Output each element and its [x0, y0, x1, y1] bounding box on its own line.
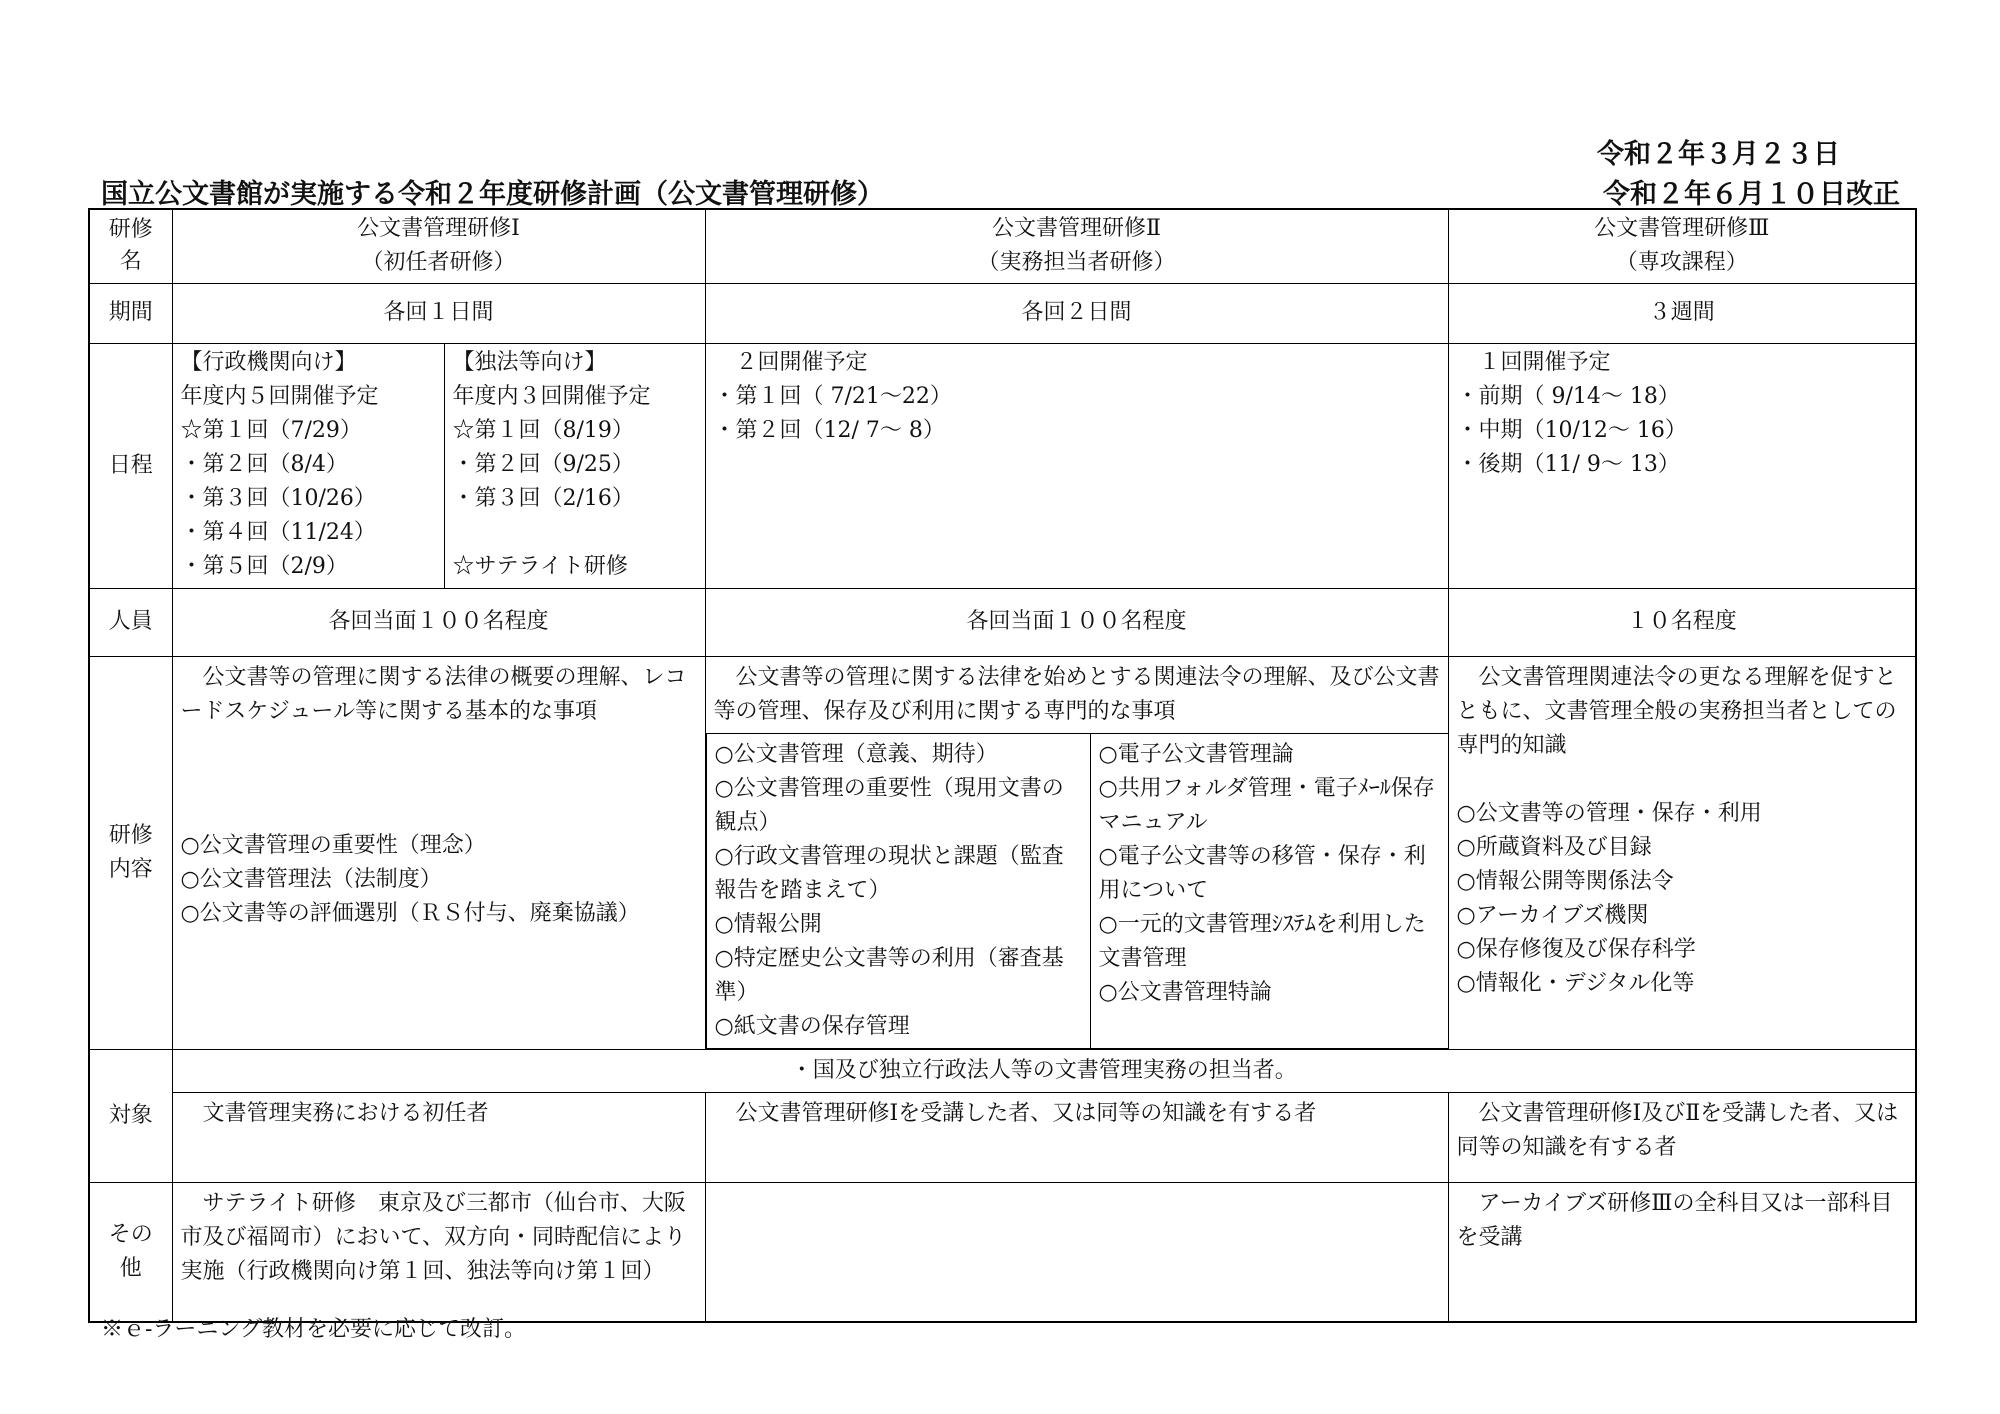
row-label-target: 対象 — [89, 1049, 172, 1182]
content-item: ○所蔵資料及び目録 — [1456, 834, 1652, 860]
course-3-period: ３週間 — [1448, 283, 1916, 343]
row-label-persons: 人員 — [89, 588, 172, 656]
row-course-name — [89, 209, 1916, 283]
course-1-header: 公文書管理研修Ⅰ （初任者研修） — [172, 209, 705, 283]
course-2-content — [705, 656, 1448, 1049]
schedule-line: ・第２回（8/4） — [180, 451, 348, 477]
content-item: ○情報化・デジタル化等 — [1456, 970, 1695, 996]
content-item: ○公文書管理法（法制度） — [180, 866, 442, 892]
course-2-target: 公文書管理研修Ⅰを受講した者、又は同等の知識を有する者 — [705, 1092, 1448, 1182]
schedule-line: 年度内３回開催予定 — [452, 383, 651, 409]
content-intro: 公文書等の管理に関する法律の概要の理解、レコードスケジュール等に関する基本的な事項 — [180, 664, 687, 724]
course-2-content-left — [706, 733, 1090, 1048]
schedule-line: ・第３回（2/16） — [452, 485, 634, 511]
content-item: ○情報公開 — [714, 911, 822, 937]
schedule-line: ・第２回（12/ 7～ 8） — [713, 417, 945, 443]
row-target — [89, 1092, 1916, 1182]
row-other — [89, 1182, 1916, 1322]
schedule-line: 【行政機関向け】 — [180, 349, 357, 375]
content-item: ○公文書管理の重要性（理念） — [180, 832, 486, 858]
course-2-content-right — [1090, 733, 1449, 1048]
content-intro: 公文書等の管理に関する法律を始めとする関連法令の理解、及び公文書等の管理、保存及び利用に関する専門的な事項 — [713, 664, 1440, 724]
course-3-content — [1448, 656, 1916, 1049]
course-3-other: アーカイブズ研修Ⅲの全科目又は一部科目を受講 — [1448, 1182, 1916, 1322]
schedule-line: ・第２回（9/25） — [452, 451, 634, 477]
row-label-name: 研修名 — [89, 209, 172, 283]
row-target-common — [89, 1049, 1916, 1092]
row-schedule — [89, 343, 1916, 588]
content-item: ○公文書等の評価選別（ＲＳ付与、廃棄協議） — [180, 900, 640, 926]
schedule-line: 【独法等向け】 — [452, 349, 607, 375]
course-2-header: 公文書管理研修Ⅱ （実務担当者研修） — [705, 209, 1448, 283]
row-label-content: 研修内容 — [89, 656, 172, 1049]
row-label-other: その他 — [89, 1182, 172, 1322]
content-item: ○電子公文書等の移管・保存・利用について — [1098, 843, 1426, 903]
row-persons — [89, 588, 1916, 656]
content-item: ○行政文書管理の現状と課題（監査報告を踏まえて） — [714, 843, 1064, 903]
course-2-persons: 各回当面１００名程度 — [705, 588, 1448, 656]
schedule-line: 年度内５回開催予定 — [180, 383, 379, 409]
content-item: ○一元的文書管理ｼｽﾃﾑを利用した文書管理 — [1098, 911, 1426, 971]
revision-date: 令和２年６月１０日改正 — [1603, 179, 1900, 210]
schedule-line: ・第３回（10/26） — [180, 485, 376, 511]
schedule-line: ・第４回（11/24） — [180, 519, 376, 545]
course-1-schedule-gov — [172, 343, 444, 588]
schedule-line: ☆第１回（7/29） — [180, 417, 362, 443]
content-intro: 公文書管理関連法令の更なる理解を促すとともに、文書管理全般の実務担当者としての専門的知識 — [1456, 664, 1897, 758]
course-1-other: サテライト研修 東京及び三都市（仙台市、大阪市及び福岡市）において、双方向・同時配信により実施（行政機関向け第１回、独法等向け第１回） — [172, 1182, 705, 1322]
course-1-persons: 各回当面１００名程度 — [172, 588, 705, 656]
schedule-line: １回開催予定 — [1478, 349, 1611, 375]
row-period — [89, 283, 1916, 343]
page-title: 国立公文書館が実施する令和２年度研修計画（公文書管理研修） — [101, 179, 884, 210]
course-3-persons: １０名程度 — [1448, 588, 1916, 656]
row-content — [89, 656, 1916, 1049]
schedule-line: ・第５回（2/9） — [180, 553, 348, 579]
content-item: ○紙文書の保存管理 — [714, 1013, 910, 1039]
course-1-schedule-ia — [444, 343, 705, 588]
course-3-schedule — [1448, 343, 1916, 588]
schedule-line: ・中期（10/12～ 16） — [1456, 417, 1687, 443]
content-item: ○保存修復及び保存科学 — [1456, 936, 1696, 962]
schedule-line: ☆サテライト研修 — [452, 553, 628, 579]
course-2-period: 各回２日間 — [705, 283, 1448, 343]
row-label-period: 期間 — [89, 283, 172, 343]
course-2-schedule — [705, 343, 1448, 588]
course-3-target: 公文書管理研修Ⅰ及びⅡを受講した者、又は同等の知識を有する者 — [1448, 1092, 1916, 1182]
schedule-line: ・第１回（ 7/21～22） — [713, 383, 952, 409]
content-item: ○共用フォルダ管理・電子ﾒｰﾙ保存マニュアル — [1098, 775, 1435, 835]
footnote: ※ｅ-ラーニング教材を必要に応じて改訂。 — [101, 1317, 526, 1342]
content-item: ○公文書管理特論 — [1098, 979, 1272, 1005]
schedule-line: ☆第１回（8/19） — [452, 417, 634, 443]
schedule-line: ２回開催予定 — [735, 349, 868, 375]
row-label-schedule: 日程 — [89, 343, 172, 588]
content-item: ○公文書管理の重要性（現用文書の観点） — [714, 775, 1064, 835]
course-1-target: 文書管理実務における初任者 — [172, 1092, 705, 1182]
course-2-other — [705, 1182, 1448, 1322]
course-1-content — [172, 656, 705, 1049]
target-common: ・国及び独立行政法人等の文書管理実務の担当者。 — [172, 1049, 1916, 1092]
training-plan-table — [88, 208, 1917, 1323]
content-item: ○公文書管理（意義、期待） — [714, 741, 998, 767]
issue-date: 令和２年３月２３日 — [1597, 139, 1840, 170]
course-1-period: 各回１日間 — [172, 283, 705, 343]
course-2-content-split — [706, 733, 1450, 1049]
course-3-header: 公文書管理研修Ⅲ （専攻課程） — [1448, 209, 1916, 283]
content-item: ○電子公文書管理論 — [1098, 741, 1294, 767]
content-item: ○特定歴史公文書等の利用（審査基準） — [714, 945, 1064, 1005]
content-item: ○情報公開等関係法令 — [1456, 868, 1674, 894]
schedule-line: ・後期（11/ 9～ 13） — [1456, 451, 1680, 477]
content-item: ○公文書等の管理・保存・利用 — [1456, 800, 1762, 826]
schedule-line: ・前期（ 9/14～ 18） — [1456, 383, 1680, 409]
content-item: ○アーカイブズ機関 — [1456, 902, 1649, 928]
